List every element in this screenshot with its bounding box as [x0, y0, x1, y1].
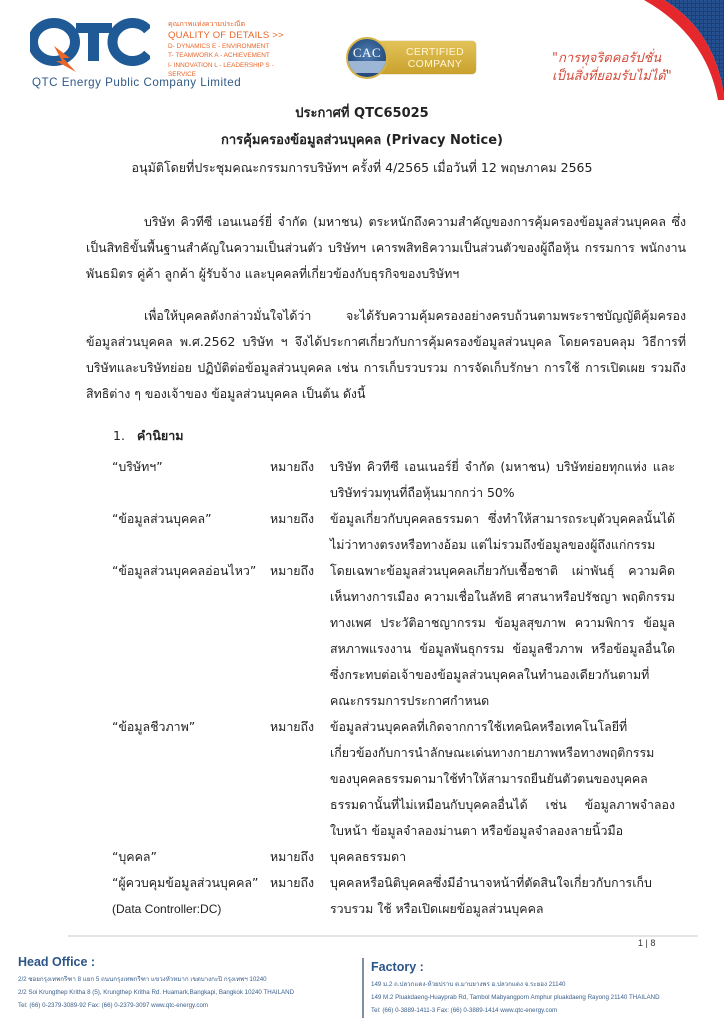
definition-term: “ผู้ควบคุมข้อมูลส่วนบุคคล” (Data Controller:DC)	[112, 870, 270, 922]
definition-text: ข้อมูลส่วนบุคคลที่เกิดจากการใช้เทคนิคหรือเทคโนโลยีที่เกี่ยวข้องกับการนำลักษณะเด่นทางกายภาพหรือทางพฤติกรรมของบุคคลธรรมดามาใช้ทำให้สามารถยืนยันตัวตนของบุคคลธรรมดานั้นที่ไม่เหมือนกับบุคคลอื่นได้ เช่น ข้อมูลภาพจำลองใบหน้า ข้อมูลจำลองม่านตา หรือข้อมูลจำลองลายนิ้วมือ	[330, 719, 675, 838]
definition-item	[112, 454, 692, 506]
definition-term: “บุคคล”	[112, 849, 157, 864]
definition-term-english: (Data Controller:DC)	[112, 902, 222, 916]
announcement-number: ประกาศที่ QTC65025	[295, 106, 429, 121]
definition-item	[112, 844, 692, 870]
page-number: 1 | 8	[638, 938, 656, 948]
definition-item	[112, 714, 692, 844]
head-office-address: Head Office : 2/2 ซอยกรุงเทพกรีฑา 8 แยก 5 ถนนกรุงเทพกรีฑา แขวงหัวหมาก เขตบางกะปิ กรุงเทพฯ 10240 2/2 Soi Krungthep Kritha 8 (5), Krungthep Kritha Rd. Huamark,Bangkapi, Bangkok 10240 THAILAND Tel: (66) 0-2379-3089-92 Fax: (66) 0-2379-3097 www.qtc-energy.com	[18, 955, 295, 1009]
definition-text: โดยเฉพาะข้อมูลส่วนบุคคลเกี่ยวกับเชื้อชาติ เผ่าพันธุ์ ความคิดเห็นทางการเมือง ความเชื่อในลัทธิ ศาสนาหรือปรัชญา พฤติกรรมทางเพศ ประวัติอาชญากรรม ข้อมูลสุขภาพ ความพิการ ข้อมูลสหภาพแรงงาน ข้อมูลพันธุกรรม ข้อมูลชีวภาพ หรือข้อมูลอื่นใดซึ่งกระทบต่อเจ้าของข้อมูลส่วนบุคคลในทำนองเดียวกันตามที่คณะกรรมการประกาศกำหนด	[330, 563, 675, 708]
definition-item	[112, 506, 692, 558]
anti-corruption-slogan: "การทุจริตคอรัปชั่น เป็นสิ่งที่ยอมรับไม่ได้"	[552, 51, 672, 84]
definition-term: “ข้อมูลส่วนบุคคล”	[112, 511, 212, 526]
section-heading-definitions: 1. คำนิยาม	[113, 428, 184, 443]
definition-text: บุคคลหรือนิติบุคคลซึ่งมีอำนาจหน้าที่ตัดสินใจเกี่ยวกับการเก็บรวบรวม ใช้ หรือเปิดเผยข้อมูลส่วนบุคคล	[330, 875, 652, 916]
document-title: การคุ้มครองข้อมูลส่วนบุคคล (Privacy Notice)	[221, 133, 503, 148]
company-name: QTC Energy Public Company Limited	[32, 76, 242, 89]
definition-text: ข้อมูลเกี่ยวกับบุคคลธรรมดา ซึ่งทำให้สามารถระบุตัวบุคคลนั้นได้ ไม่ว่าทางตรงหรือทางอ้อม แต่ไม่รวมถึงข้อมูลของผู้ถึงแก่กรรม	[330, 511, 675, 552]
definition-item	[112, 558, 692, 714]
definition-term: “ข้อมูลส่วนบุคคลอ่อนไหว”	[112, 563, 257, 578]
footer-divider	[68, 935, 698, 937]
definitions-list	[112, 454, 692, 922]
company-logo	[22, 10, 302, 90]
means-label: หมายถึง	[270, 563, 315, 578]
footer-separator	[362, 958, 364, 1018]
letterhead	[0, 0, 724, 96]
approval-statement: อนุมัติโดยที่ประชุมคณะกรรมการบริษัทฯ ครั้งที่ 4/2565 เมื่อวันที่ 12 พฤษภาคม 2565	[131, 160, 593, 175]
corner-swoosh-decoration	[624, 0, 724, 100]
means-label: หมายถึง	[270, 511, 315, 526]
means-label: หมายถึง	[270, 875, 315, 890]
qtc-logo-icon	[30, 16, 150, 72]
means-label: หมายถึง	[270, 459, 315, 474]
definition-text: บุคคลธรรมดา	[330, 849, 407, 864]
means-label: หมายถึง	[270, 719, 315, 734]
purpose-paragraph: เพื่อให้บุคคลดังกล่าวมั่นใจได้ว่า จะได้รับความคุ้มครองอย่างครบถ้วนตามพระราชบัญญัติคุ้มครองข้อมูลส่วนบุคคล พ.ศ.2562 บริษัท ฯ จึงได้ประกาศเกี่ยวกับการคุ้มครองข้อมูลส่วนบุคล โดยครอบคลุม วิธีการที่บริษัทและบริษัทย่อย ปฏิบัติต่อข้อมูลส่วนบุคคล เช่น การเก็บรวบรวม การจัดเก็บรักษา การใช้ การเปิดเผย รวมถึงสิทธิต่าง ๆ ของเจ้าของ ข้อมูลส่วนบุคคล เป็นต้น ดังนี้	[86, 308, 686, 401]
definition-text: บริษัท คิวทีซี เอนเนอร์ยี่ จำกัด (มหาชน) บริษัทย่อยทุกแห่ง และบริษัทร่วมทุนที่ถือหุ้นมากกว่า 50%	[330, 459, 675, 500]
cac-seal-icon: CAC	[346, 37, 388, 79]
factory-address: Factory : 149 ม.2 ถ.ปลวกแดง-ห้วยปราบ ต.มาบยางพร อ.ปลวกแดง จ.ระยอง 21140 149 M.2 Pluakdaeng-Huayprab Rd, Tambol Mabyangporn Amphur pluakdaeng Rayong 21140 THAILAND Tel: (66) 0-3889-1411-3 Fax: (66) 0-3889-1414 www.qtc-energy.com	[371, 960, 660, 1014]
means-label: หมายถึง	[270, 849, 315, 864]
intro-paragraph: บริษัท คิวทีซี เอนเนอร์ยี่ จำกัด (มหาชน) ตระหนักถึงความสำคัญของการคุ้มครองข้อมูลส่วนบุคคล ซึ่งเป็นสิทธิขั้นพื้นฐานสำคัญในความเป็นส่วนตัว บริษัทฯ เคารพสิทธิความเป็นส่วนตัวของผู้ถือหุ้น กรรมการ พนักงาน พันธมิตร คู่ค้า ลูกค้า ผู้รับจ้าง และบุคคลที่เกี่ยวข้องกับธุรกิจของบริษัทฯ	[86, 214, 686, 281]
quality-tagline: คุณภาพแห่งความประณีต QUALITY OF DETAILS >> D- DYNAMICS E - ENVIRONMENT T- TEAMWORK A - ACHIEVEMENT I- INNOVATION L - LEADERSHIP S - SERVICE	[168, 21, 284, 78]
definition-term: “ข้อมูลชีวภาพ”	[112, 719, 196, 734]
definition-term: “บริษัทฯ”	[112, 459, 163, 474]
definition-item	[112, 870, 692, 922]
cac-certified-badge: CERTIFIED COMPANY CAC	[346, 37, 476, 81]
